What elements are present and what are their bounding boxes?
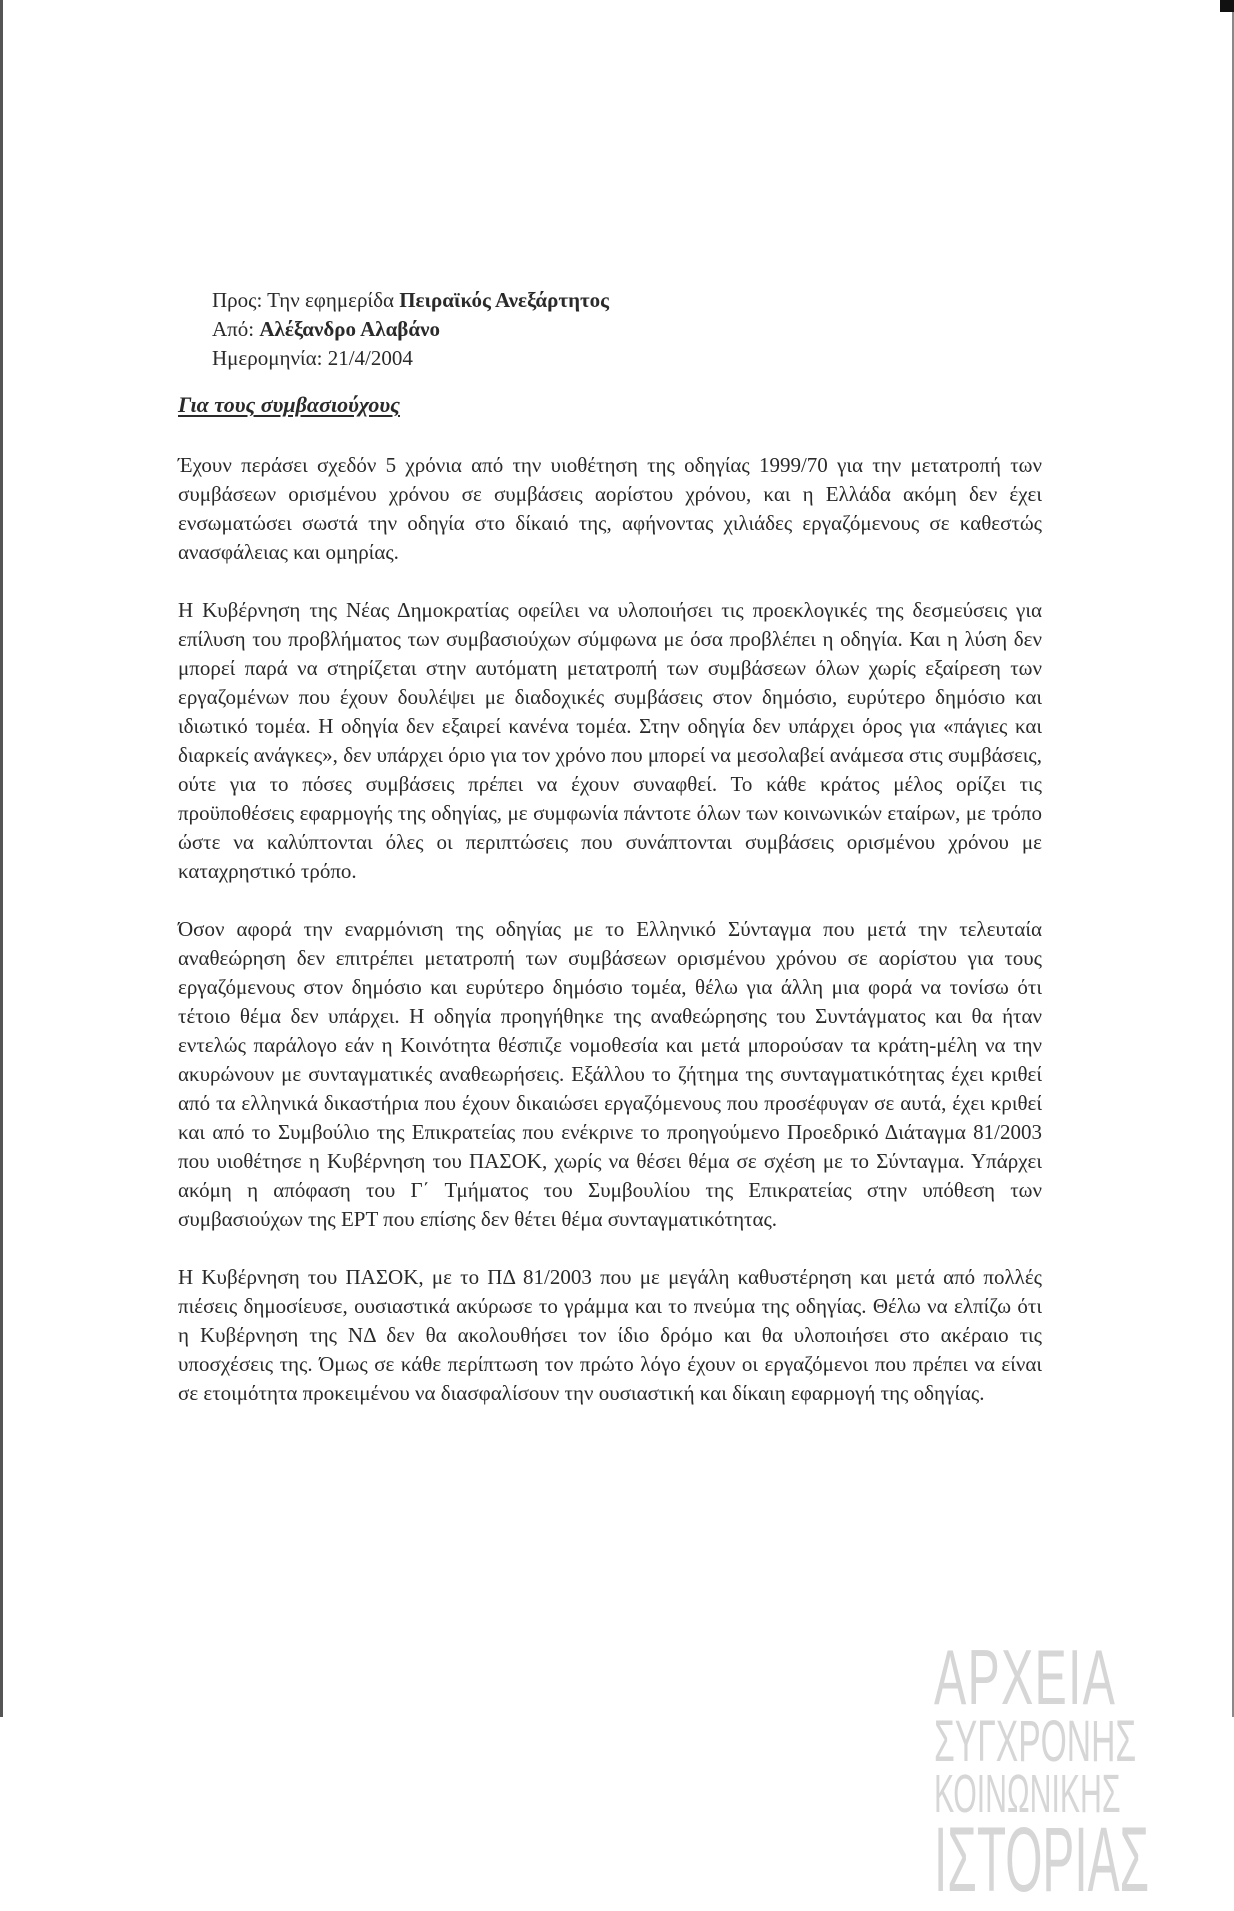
- stamp-line: ΙΣΤΟΡΙΑΣ: [934, 1809, 1150, 1911]
- archive-watermark-stamp: [920, 1633, 1160, 1911]
- paragraph: Η Κυβέρνηση της Νέας Δημοκρατίας οφείλει να υλοποιήσει τις προεκλογικές της δεσμεύσεις για επίλυση του προβλήματος των συμβασιούχων σύμφωνα με όσα προβλέπει η οδηγία. Και η λύση δεν μπορεί παρά να στηρίζεται στην αυτόματη μετατροπή των συμβάσεων όλων χωρίς εξαίρεση των εργαζομένων που έχουν δουλέψει με διαδοχικές συμβάσεις στον δημόσιο, ευρύτερο δημόσιο και ιδιωτικό τομέα. Η οδηγία δεν εξαιρεί κανένα τομέα. Στην οδηγία δεν υπάρχει όρος για «πάγιες και διαρκείς ανάγκες», δεν υπάρχει όριο για τον χρόνο που μπορεί να μεσολαβεί ανάμεσα στις συμβάσεις, ούτε για το πόσες συμβάσεις πρέπει να έχουν συναφθεί. Το κάθε κράτος μέλος ορίζει τις προϋποθέσεις εφαρμογής της οδηγίας, με συμφωνία πάντοτε όλων των κοινωνικών εταίρων, με τρόπο ώστε να καλύπτονται όλες οι περιπτώσεις που συνάπτονται συμβάσεις ορισμένου χρόνου με καταχρηστικό τρόπο.: [178, 598, 1042, 883]
- sender-name: Αλέξανδρο Αλαβάνο: [259, 317, 440, 341]
- paragraph: Όσον αφορά την εναρμόνιση της οδηγίας με το Ελληνικό Σύνταγμα που μετά την τελευταία αναθεώρηση δεν επιτρέπει μετατροπή των συμβάσεων ορισμένου χρόνου σε αορίστου για τους εργαζόμενους στον δημόσιο και ευρύτερο δημόσιο τομέα, θέλω για άλλη μια φορά να τονίσω ότι τέτοιο θέμα δεν υπάρχει. Η οδηγία προηγήθηκε της αναθεώρησης του Συντάγματος και θα ήταν εντελώς παράλογο εάν η Κοινότητα θέσπιζε νομοθεσία και μετά μπορούσαν τα κράτη-μέλη να την ακυρώνουν με συνταγματικές αναθεωρήσεις. Εξάλλου το ζήτημα της συνταγματικότητας έχει κριθεί από τα ελληνικά δικαστήρια που έχουν δικαιώσει εργαζόμενους που προσέφυγαν σε αυτά, έχει κριθεί και από το Συμβούλιο της Επικρατείας που ενέκρινε το προηγούμενο Προεδρικό Διάταγμα 81/2003 που υιοθέτησε η Κυβέρνηση του ΠΑΣΟΚ, χωρίς να θέσει θέμα σε σχέση με το Σύνταγμα. Υπάρχει ακόμη η απόφαση του Γ΄ Τμήματος του Συμβουλίου της Επικρατείας στην υπόθεση των συμβασιούχων της ΕΡΤ που επίσης δεν θέτει θέμα συνταγματικότητας.: [178, 917, 1042, 1231]
- sender-line: [212, 315, 1012, 344]
- letter-title: Για τους συμβασιούχους: [178, 392, 400, 417]
- recipient-name: Πειραϊκός Ανεξάρτητος: [399, 288, 610, 312]
- stamp-line: ΑΡΧΕΙΑ: [934, 1633, 1117, 1721]
- letter-header: [212, 286, 1012, 373]
- paragraph: Έχουν περάσει σχεδόν 5 χρόνια από την υιοθέτηση της οδηγίας 1999/70 για την μετατροπή των συμβάσεων ορισμένου χρόνου σε συμβάσεις αορίστου χρόνου, και η Ελλάδα ακόμη δεν έχει ενσωματώσει σωστά την οδηγία στο δίκαιό της, αφήνοντας χιλιάδες εργαζόμενους σε καθεστώς ανασφάλειας και ομηρίας.: [178, 453, 1042, 564]
- scan-corner-mark: [1220, 0, 1234, 12]
- recipient-label: Προς: Την εφημερίδα: [212, 288, 400, 312]
- letter-body: [178, 451, 1042, 1408]
- stamp-line: ΚΟΙΝΩΝΙΚΗΣ: [934, 1764, 1121, 1824]
- paragraph: Η Κυβέρνηση του ΠΑΣΟΚ, με το ΠΔ 81/2003 που με μεγάλη καθυστέρηση και μετά από πολλές πιέσεις δημοσίευσε, ουσιαστικά ακύρωσε το γράμμα και το πνεύμα της οδηγίας. Θέλω να ελπίζω ότι η Κυβέρνηση της ΝΔ δεν θα ακολουθήσει τον ίδιο δρόμο και θα υλοποιήσει στο ακέραιο τις υποσχέσεις της. Όμως σε κάθε περίπτωση τον πρώτο λόγο έχουν οι εργαζόμενοι που πρέπει να είναι σε ετοιμότητα προκειμένου να διασφαλίσουν την ουσιαστική και δίκαιη εφαρμογή της οδηγίας.: [178, 1265, 1042, 1405]
- recipient-line: [212, 286, 1012, 315]
- stamp-line: ΣΥΓΧΡΟΝΗΣ: [934, 1709, 1137, 1774]
- date-line: Ημερομηνία: 21/4/2004: [212, 346, 413, 370]
- sender-label: Από:: [212, 317, 260, 341]
